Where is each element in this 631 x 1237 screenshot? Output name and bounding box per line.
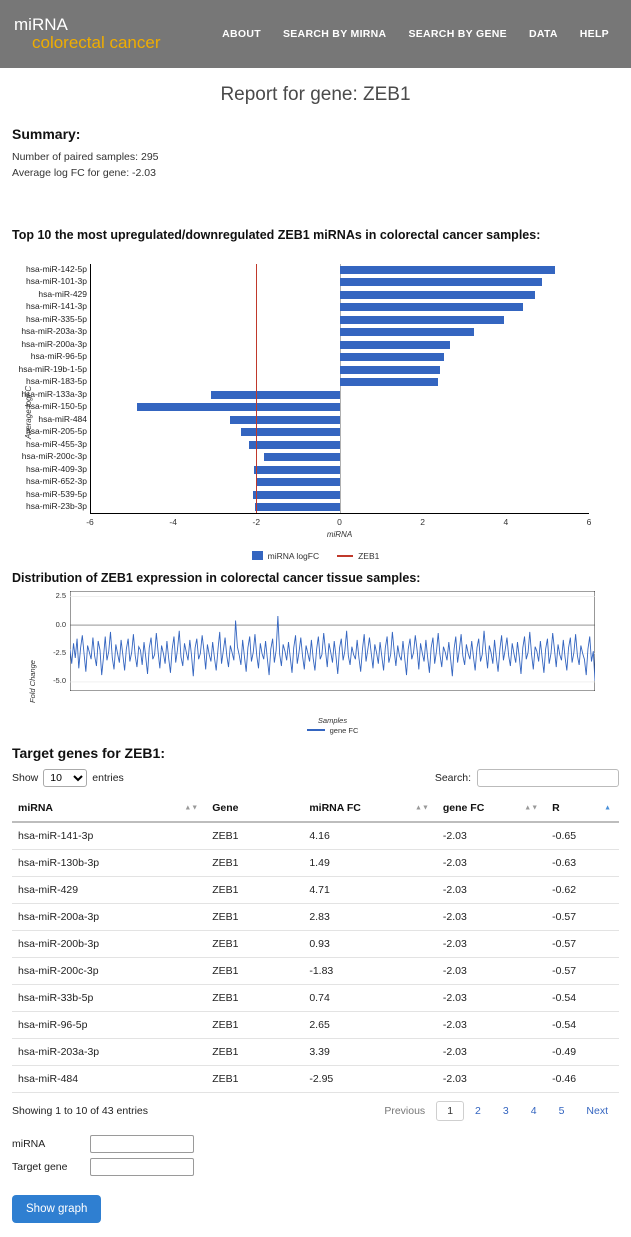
line-chart [12, 591, 619, 735]
table-info: Showing 1 to 10 of 43 entries [12, 1104, 149, 1117]
column-label-r: R [552, 801, 560, 814]
target-gene-form-row [12, 1158, 619, 1176]
table-row[interactable] [12, 1011, 619, 1038]
legend-item-zeb1 [337, 551, 379, 561]
table-row[interactable] [12, 849, 619, 876]
search-input[interactable] [477, 769, 619, 787]
legend-label-gene-fc: gene FC [329, 725, 359, 735]
line-chart-y-tick: -5.0 [53, 676, 66, 686]
column-label-mirna-fc: miRNA FC [309, 801, 361, 814]
cell-gene: ZEB1 [206, 1038, 303, 1065]
line-chart-legend [46, 726, 619, 735]
cell-mirna: hsa-miR-203a-3p [12, 1038, 206, 1065]
cell-mirna: hsa-miR-96-5p [12, 1011, 206, 1038]
summary-heading: Summary: [12, 126, 81, 142]
table-row[interactable] [12, 876, 619, 903]
bar-chart [12, 264, 619, 561]
cell-mirna-fc: 4.16 [303, 822, 437, 850]
bar-chart-category-label: hsa-miR-652-3p [26, 476, 87, 487]
cell-gene: ZEB1 [206, 1011, 303, 1038]
bar-chart-category-label: hsa-miR-539-5p [26, 488, 87, 499]
bar-chart-bar-row [26, 501, 589, 512]
bar-chart-bar[interactable] [253, 491, 340, 499]
mirna-field-label: miRNA [12, 1137, 46, 1150]
bar-chart-bar[interactable] [340, 278, 542, 286]
bar-chart-bar[interactable] [340, 291, 535, 299]
nav-about[interactable]: ABOUT [222, 28, 261, 40]
table-row[interactable] [12, 1038, 619, 1065]
summary-block [12, 150, 619, 182]
cell-mirna-fc: 2.83 [303, 903, 437, 930]
bar-chart-x-tick: 2 [420, 516, 426, 527]
legend-item-mirna-logfc [252, 551, 319, 561]
bar-chart-zero-line [340, 264, 341, 513]
bar-chart-x-tick: 0 [337, 516, 342, 527]
bar-chart-category-label: hsa-miR-455-3p [26, 438, 87, 449]
cell-mirna-fc: -2.95 [303, 1065, 437, 1092]
pagination-page-1[interactable]: 1 [436, 1101, 464, 1121]
bar-chart-category-label: hsa-miR-142-5p [26, 263, 87, 274]
mirna-input[interactable] [90, 1135, 194, 1153]
cell-r: -0.57 [546, 930, 619, 957]
bar-chart-bar[interactable] [340, 316, 504, 324]
table-row[interactable] [12, 957, 619, 984]
legend-line-gene-fc-icon [307, 729, 325, 731]
line-chart-title: Distribution of ZEB1 expression in colorectal cancer tissue samples: [12, 570, 421, 585]
bar-chart-x-ticks [86, 514, 592, 530]
legend-label-mirna-logfc: miRNA logFC [267, 550, 320, 561]
cell-mirna: hsa-miR-130b-3p [12, 849, 206, 876]
sort-icon-r[interactable]: ▲ [604, 804, 611, 811]
bar-chart-bar-row [26, 463, 589, 474]
bar-chart-category-label: hsa-miR-205-5p [26, 426, 87, 437]
legend-swatch-icon [252, 551, 263, 560]
bar-chart-category-label: hsa-miR-141-3p [26, 301, 87, 312]
column-header-gene-fc[interactable] [437, 795, 546, 822]
cell-r: -0.65 [546, 822, 619, 850]
bar-chart-bar[interactable] [254, 466, 340, 474]
bar-chart-bar-row [38, 413, 589, 424]
table-row[interactable] [12, 1065, 619, 1092]
cell-mirna: hsa-miR-141-3p [12, 822, 206, 850]
entries-label: entries [92, 771, 124, 784]
cell-r: -0.57 [546, 957, 619, 984]
cell-mirna-fc: -1.83 [303, 957, 437, 984]
search-control [435, 769, 619, 787]
bar-chart-category-label: hsa-miR-101-3p [26, 276, 87, 287]
bar-chart-category-label: hsa-miR-484 [38, 413, 87, 424]
table-row[interactable] [12, 930, 619, 957]
target-genes-heading: Target genes for ZEB1: [12, 744, 165, 761]
show-entries-control [12, 769, 124, 787]
bar-chart-category-label: hsa-miR-183-5p [26, 376, 87, 387]
bar-chart-legend [12, 551, 619, 561]
brand-line-2: colorectal cancer [32, 33, 161, 52]
bar-chart-category-label: hsa-miR-200a-3p [21, 338, 87, 349]
line-chart-y-tick: -2.5 [53, 648, 66, 657]
cell-gene-fc: -2.03 [437, 957, 546, 984]
cell-mirna-fc: 3.39 [303, 1038, 437, 1065]
bar-chart-bar-row [26, 488, 589, 499]
bar-chart-category-label: hsa-miR-409-3p [26, 463, 87, 474]
cell-gene: ZEB1 [206, 930, 303, 957]
pagination-page-5[interactable]: 5 [558, 1104, 565, 1117]
line-chart-y-tick: 2.5 [55, 591, 66, 601]
bar-chart-category-label: hsa-miR-150-5p [26, 401, 87, 412]
nav-search-by-mirna[interactable]: SEARCH BY MIRNA [282, 28, 387, 40]
table-controls [12, 769, 619, 787]
column-header-mirna[interactable] [12, 795, 206, 822]
line-chart-y-axis-label: Fold Change [28, 659, 37, 703]
bar-chart-bar-row [26, 426, 589, 437]
bar-chart-bar[interactable] [255, 503, 340, 511]
column-header-gene[interactable] [206, 795, 303, 822]
bar-chart-bar[interactable] [137, 403, 340, 411]
cell-gene-fc: -2.03 [437, 903, 546, 930]
bar-chart-category-label: hsa-miR-23b-3p [26, 501, 87, 512]
bar-chart-bar[interactable] [340, 378, 438, 386]
target-genes-table [12, 795, 619, 1093]
target-gene-input[interactable] [90, 1158, 194, 1176]
bar-chart-bar[interactable] [340, 341, 450, 349]
mirna-form-row [12, 1135, 619, 1153]
cell-gene-fc: -2.03 [437, 1011, 546, 1038]
site-brand[interactable] [14, 15, 161, 52]
bar-chart-bar[interactable] [249, 441, 340, 449]
cell-r: -0.46 [546, 1065, 619, 1092]
bar-chart-x-tick: -2 [252, 516, 261, 527]
bar-chart-bar-row [21, 326, 589, 337]
cell-mirna-fc: 1.49 [303, 849, 437, 876]
bar-chart-bar[interactable] [257, 478, 340, 486]
column-header-r[interactable] [546, 795, 619, 822]
bar-chart-y-axis-label: Average logFC [24, 385, 33, 439]
nav-links [222, 28, 617, 40]
line-chart-plot-area [53, 591, 595, 714]
show-label: Show [12, 771, 39, 784]
nav-search-by-gene[interactable]: SEARCH BY GENE [408, 28, 507, 40]
bar-chart-bar-row [26, 301, 589, 312]
bar-chart-bar[interactable] [340, 328, 474, 336]
bar-chart-x-tick: -6 [86, 516, 94, 527]
legend-label-zeb1: ZEB1 [358, 550, 380, 561]
cell-gene: ZEB1 [206, 984, 303, 1011]
summary-logfc: Average log FC for gene: -2.03 [12, 166, 156, 179]
cell-mirna: hsa-miR-200b-3p [12, 930, 206, 957]
bar-chart-bar-row [30, 351, 589, 362]
bar-chart-bar-row [26, 476, 589, 487]
cell-mirna: hsa-miR-429 [12, 876, 206, 903]
pagination-page-4[interactable]: 4 [530, 1104, 537, 1117]
cell-mirna: hsa-miR-200a-3p [12, 903, 206, 930]
brand-line-1: miRNA [14, 15, 68, 35]
search-label: Search: [434, 771, 471, 784]
sort-icon-mirna-fc[interactable]: ▲▼ [415, 804, 429, 811]
cell-mirna: hsa-miR-484 [12, 1065, 206, 1092]
bar-chart-bar[interactable] [340, 366, 440, 374]
bar-chart-bar-row [21, 388, 589, 399]
cell-gene-fc: -2.03 [437, 876, 546, 903]
bar-chart-bar[interactable] [264, 453, 340, 461]
bar-chart-category-label: hsa-miR-19b-1-5p [18, 363, 87, 374]
bar-chart-title: Top 10 the most upregulated/downregulated ZEB1 miRNAs in colorectal cancer samples: [12, 227, 541, 242]
cell-mirna-fc: 0.74 [303, 984, 437, 1011]
bar-chart-category-label: hsa-miR-429 [38, 288, 87, 299]
bar-chart-bar-row [26, 438, 589, 449]
column-label-mirna: miRNA [18, 801, 54, 814]
bar-chart-x-tick: 6 [586, 516, 592, 527]
cell-gene: ZEB1 [206, 822, 303, 850]
nav-data[interactable]: DATA [528, 28, 558, 40]
cell-gene-fc: -2.03 [437, 930, 546, 957]
bar-chart-bar[interactable] [211, 391, 340, 399]
top-navbar [0, 0, 631, 68]
cell-mirna-fc: 0.93 [303, 930, 437, 957]
table-row[interactable] [12, 903, 619, 930]
page-size-select[interactable] [43, 769, 87, 787]
bar-chart-bar-row [26, 276, 589, 287]
pagination-next[interactable]: Next [586, 1104, 608, 1117]
sort-icon-gene-fc[interactable]: ▲▼ [524, 804, 539, 811]
nav-help[interactable]: HELP [579, 28, 609, 40]
cell-r: -0.49 [546, 1038, 619, 1065]
cell-gene: ZEB1 [206, 876, 303, 903]
bar-chart-category-label: hsa-miR-203a-3p [21, 326, 87, 337]
line-chart-svg [70, 591, 595, 691]
cell-gene-fc: -2.03 [437, 1065, 546, 1092]
cell-mirna: hsa-miR-200c-3p [12, 957, 206, 984]
bar-chart-category-label: hsa-miR-96-5p [30, 351, 87, 362]
pagination-page-2[interactable]: 2 [475, 1104, 481, 1117]
bar-chart-bar-row [26, 376, 589, 387]
bar-chart-x-tick: 4 [503, 516, 509, 527]
cell-gene: ZEB1 [206, 957, 303, 984]
cell-r: -0.54 [546, 984, 619, 1011]
bar-chart-bar-row [26, 401, 589, 412]
line-chart-y-tick: 0.0 [55, 619, 66, 629]
bar-chart-bar[interactable] [340, 303, 523, 311]
sort-icon-mirna[interactable]: ▲▼ [184, 804, 199, 811]
bar-chart-bar-row [21, 338, 589, 349]
cell-gene-fc: -2.03 [437, 1038, 546, 1065]
page-title: Report for gene: ZEB1 [220, 84, 411, 105]
table-footer [12, 1101, 619, 1121]
summary-samples: Number of paired samples: 295 [12, 151, 159, 163]
cell-mirna-fc: 4.71 [303, 876, 437, 903]
column-header-mirna-fc[interactable] [303, 795, 437, 822]
bar-chart-bar-row [38, 288, 589, 299]
cell-gene: ZEB1 [206, 1065, 303, 1092]
bar-chart-reference-line [256, 264, 258, 513]
line-chart-series [70, 616, 595, 681]
table-body [12, 822, 619, 1093]
pagination-page-3[interactable]: 3 [502, 1104, 509, 1117]
bar-chart-bar-row [18, 363, 589, 374]
column-label-gene-fc: gene FC [442, 801, 485, 814]
column-label-gene: Gene [212, 801, 239, 814]
bar-chart-category-label: hsa-miR-335-5p [26, 313, 87, 324]
cell-r: -0.54 [546, 1011, 619, 1038]
table-row[interactable] [12, 984, 619, 1011]
bar-chart-bar[interactable] [340, 353, 444, 361]
bar-chart-bar[interactable] [340, 266, 555, 274]
legend-line-icon [337, 555, 353, 557]
pagination-previous[interactable]: Previous [384, 1104, 426, 1117]
bar-chart-bar-row [26, 263, 589, 274]
cell-gene-fc: -2.03 [437, 822, 546, 850]
cell-r: -0.63 [546, 849, 619, 876]
line-chart-x-axis-label: Samples [317, 715, 348, 725]
cell-r: -0.57 [546, 903, 619, 930]
cell-r: -0.62 [546, 876, 619, 903]
cell-gene: ZEB1 [206, 849, 303, 876]
show-graph-button[interactable]: Show graph [12, 1195, 101, 1223]
cell-gene-fc: -2.03 [437, 849, 546, 876]
table-head [12, 795, 619, 822]
cell-gene: ZEB1 [206, 903, 303, 930]
bar-chart-x-axis-label: miRNA [326, 529, 353, 539]
cell-gene-fc: -2.03 [437, 984, 546, 1011]
target-gene-field-label: Target gene [12, 1160, 68, 1173]
bar-chart-x-tick: -4 [169, 516, 177, 527]
table-row[interactable] [12, 822, 619, 850]
bar-chart-category-label: hsa-miR-133a-3p [21, 388, 87, 399]
bar-chart-bar[interactable] [230, 416, 340, 424]
bar-chart-bar-row [21, 451, 589, 462]
bar-chart-category-label: hsa-miR-200c-3p [21, 451, 87, 462]
pagination [373, 1101, 619, 1121]
bar-chart-bar-row [26, 313, 589, 324]
cell-mirna-fc: 2.65 [303, 1011, 437, 1038]
cell-mirna: hsa-miR-33b-5p [12, 984, 206, 1011]
table-header-row [12, 795, 619, 822]
